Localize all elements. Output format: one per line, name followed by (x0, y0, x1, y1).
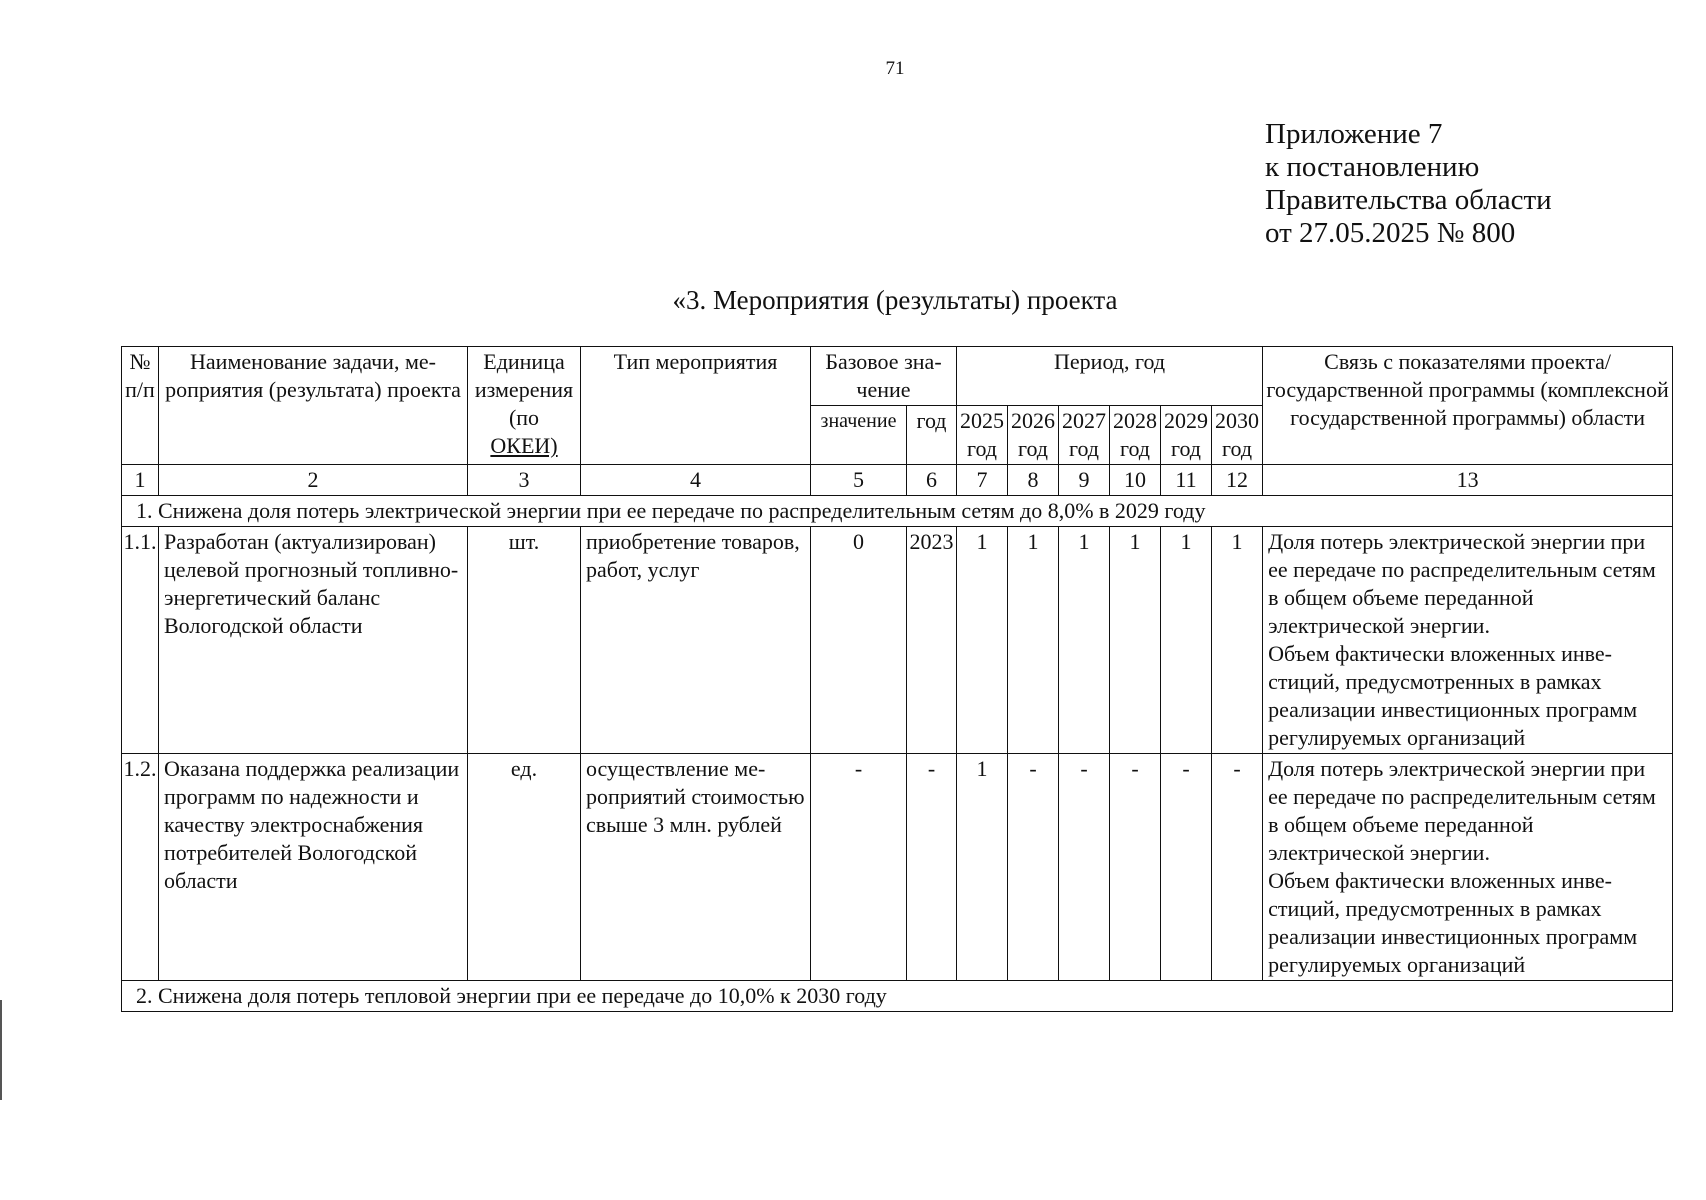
header-year-2026: 2026 год (1008, 406, 1059, 465)
row-number: 1.1. (122, 527, 159, 754)
header-unit (468, 347, 581, 465)
row-link-indicator-1: Доля потерь электрической энергии при ее передаче по распределительным сетям в общем объеме переданной электрической энергии. (1268, 756, 1656, 865)
row-base-value: 0 (811, 527, 907, 754)
row-type: осуществление мероприятий стоимостью свыше 3 млн. рублей (581, 754, 811, 981)
column-number: 2 (159, 465, 468, 496)
header-year-2025: 2025 год (957, 406, 1008, 465)
column-number: 7 (957, 465, 1008, 496)
column-number: 5 (811, 465, 907, 496)
activities-table (121, 346, 1673, 1012)
row-2029: - (1161, 754, 1212, 981)
row-name: Разработан (актуализирован) целевой прогнозный топливно-энергетический баланс Вологодской области (159, 527, 468, 754)
row-type: приобретение товаров, работ, услуг (581, 527, 811, 754)
row-2028: - (1110, 754, 1161, 981)
table-row (122, 527, 1673, 754)
appendix-line-4: от 27.05.2025 № 800 (1265, 217, 1516, 249)
header-unit-text: Единица измерения (по (474, 349, 574, 430)
row-link-indicator-1: Доля потерь электрической энергии при ее передаче по распределительным сетям в общем объеме переданной электрической энергии. (1268, 529, 1656, 638)
header-base: Базовое значение (811, 347, 957, 406)
header-link: Связь с показателями проекта/государственной программы (комплексной государственной программы) области (1263, 347, 1673, 465)
appendix-block (1265, 118, 1552, 250)
column-number: 1 (122, 465, 159, 496)
header-unit-okei: ОКЕИ) (490, 433, 558, 458)
header-year-2029: 2029 год (1161, 406, 1212, 465)
row-number: 1.2. (122, 754, 159, 981)
row-2025: 1 (957, 527, 1008, 754)
column-number: 8 (1008, 465, 1059, 496)
column-number: 12 (1212, 465, 1263, 496)
page-number: 71 (885, 58, 905, 79)
row-2030: - (1212, 754, 1263, 981)
header-base-value: значение (811, 406, 907, 465)
row-2029: 1 (1161, 527, 1212, 754)
row-link (1263, 527, 1673, 754)
column-number: 11 (1161, 465, 1212, 496)
column-number: 6 (907, 465, 957, 496)
row-unit: ед. (468, 754, 581, 981)
header-year-2030: 2030 год (1212, 406, 1263, 465)
appendix-line-1: Приложение 7 (1265, 118, 1443, 150)
row-2030: 1 (1212, 527, 1263, 754)
row-link-indicator-2: Объем фактически вложенных инвестиций, предусмотренных в рамках реализации инвестиционных программ регулируемых организаций (1268, 641, 1638, 750)
header-period: Период, год (957, 347, 1263, 406)
header-row-1 (122, 347, 1673, 406)
appendix-line-3: Правительства области (1265, 184, 1552, 216)
appendix-line-2: к постановлению (1265, 151, 1480, 183)
column-number: 13 (1263, 465, 1673, 496)
column-number: 4 (581, 465, 811, 496)
row-link-indicator-2: Объем фактически вложенных инвестиций, предусмотренных в рамках реализации инвестиционных программ регулируемых организаций (1268, 868, 1638, 977)
section-title: 1. Снижена доля потерь электрической энергии при ее передаче по распределительным сетям до 8,0% в 2029 году (122, 496, 1673, 527)
column-number: 9 (1059, 465, 1110, 496)
section-row-1 (122, 496, 1673, 527)
column-number-row (122, 465, 1673, 496)
row-2026: 1 (1008, 527, 1059, 754)
row-link (1263, 754, 1673, 981)
section-row-2 (122, 981, 1673, 1012)
row-2027: - (1059, 754, 1110, 981)
row-base-year: - (907, 754, 957, 981)
column-number: 10 (1110, 465, 1161, 496)
row-2027: 1 (1059, 527, 1110, 754)
header-year-2027: 2027 год (1059, 406, 1110, 465)
row-unit: шт. (468, 527, 581, 754)
row-2028: 1 (1110, 527, 1161, 754)
header-year-2028: 2028 год (1110, 406, 1161, 465)
header-name: Наименование задачи, мероприятия (результата) проекта (159, 347, 468, 465)
table-row (122, 754, 1673, 981)
header-base-year: год (907, 406, 957, 465)
document-title: «3. Мероприятия (результаты) проекта (672, 285, 1118, 315)
row-name: Оказана поддержка реализации программ по надежности и качеству электроснабжения потребителей Вологодской области (159, 754, 468, 981)
row-2026: - (1008, 754, 1059, 981)
scan-edge-mark (0, 1000, 2, 1100)
row-2025: 1 (957, 754, 1008, 981)
header-type: Тип мероприятия (581, 347, 811, 465)
row-base-value: - (811, 754, 907, 981)
header-number: № п/п (122, 347, 159, 465)
section-title: 2. Снижена доля потерь тепловой энергии при ее передаче до 10,0% к 2030 году (122, 981, 1673, 1012)
row-base-year: 2023 (907, 527, 957, 754)
column-number: 3 (468, 465, 581, 496)
